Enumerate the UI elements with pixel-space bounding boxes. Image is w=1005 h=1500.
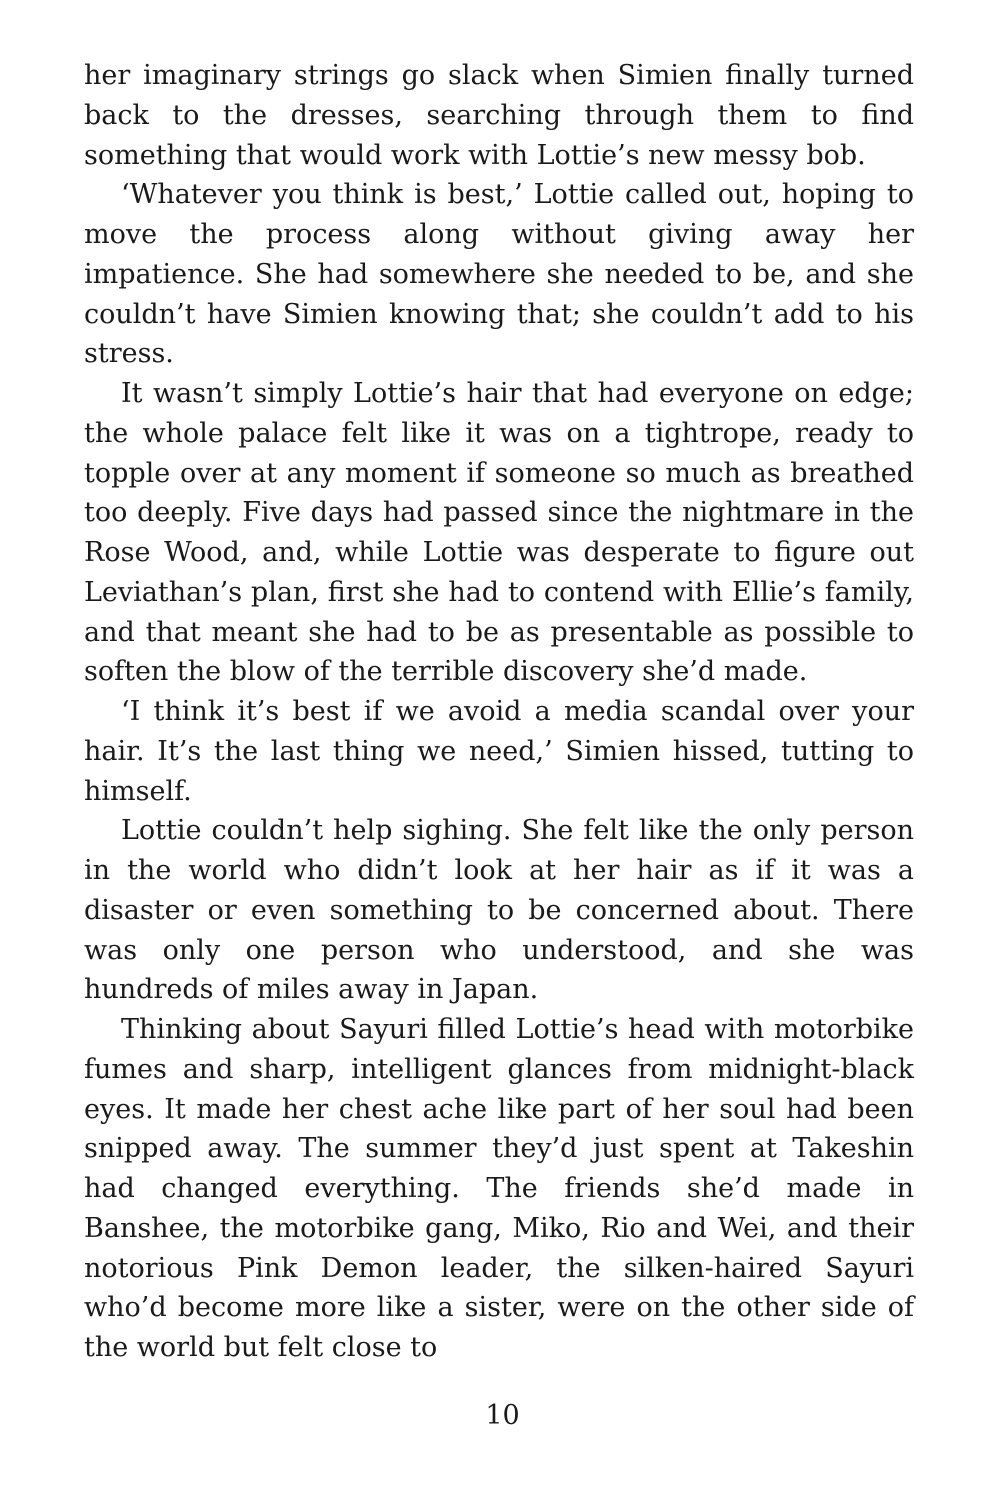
- paragraph-6: Thinking about Sayuri filled Lottie’s head with motorbike fumes and sharp, intelligent glances from midnight-black eyes. It made her chest ache like part of her soul had been snipped away. The summer they’d just spent at Takeshin had changed everything. The friends she’d made in Banshee, the motorbike gang, Miko, Rio and Wei, and their notorious Pink Demon leader, the silken-haired Sayuri who’d become more like a sister, were on the other side of the world but felt close to: [84, 1014, 914, 1363]
- paragraph-3: It wasn’t simply Lottie’s hair that had everyone on edge; the whole palace felt like it was on a tightrope, ready to topple over at any moment if someone so much as breathed too deeply. Five days had passed since the nightmare in the Rose Wood, and, while Lottie was desperate to figure out Leviathan’s plan, first she had to contend with Ellie’s family, and that meant she had to be as presentable as possible to soften the blow of the terrible discovery she’d made.: [84, 378, 914, 688]
- paragraph-2: ‘Whatever you think is best,’ Lottie called out, hoping to move the process along without giving away her impatience. She had somewhere she needed to be, and she couldn’t have Simien knowing that; she couldn’t add to his stress.: [84, 179, 914, 370]
- paragraph-5: Lottie couldn’t help sighing. She felt like the only person in the world who didn’t look at her hair as if it was a disaster or even something to be concerned about. There was only one person who understood, and she was hundreds of miles away in Japan.: [84, 815, 914, 1006]
- book-page-body: [84, 56, 914, 1368]
- paragraph-4: ‘I think it’s best if we avoid a media scandal over your hair. It’s the last thing we need,’ Simien hissed, tutting to himself.: [84, 696, 914, 807]
- page-number: 10: [485, 1400, 520, 1431]
- paragraph-1: her imaginary strings go slack when Simien finally turned back to the dresses, searching through them to find something that would work with Lottie’s new messy bob.: [84, 60, 914, 171]
